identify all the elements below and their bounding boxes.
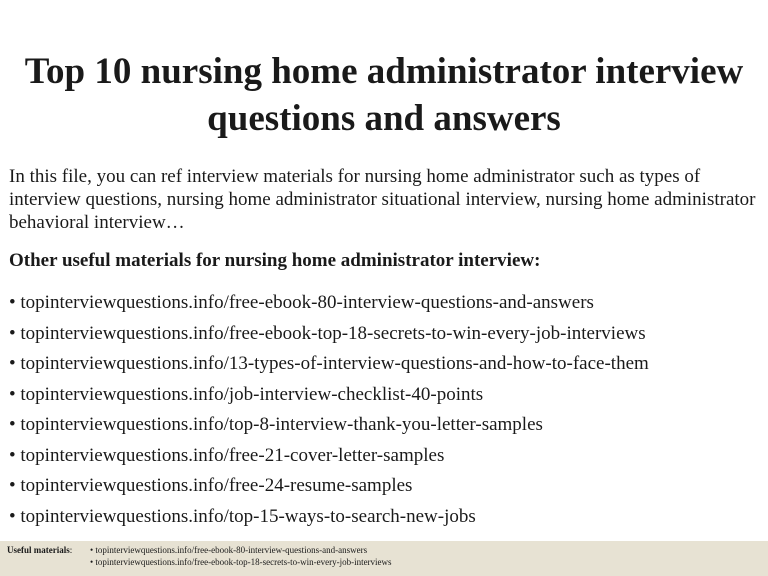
footer-label-text: Useful materials	[7, 545, 70, 555]
footer-label	[7, 545, 72, 556]
footer-link[interactable]: • topinterviewquestions.info/free-ebook-top-18-secrets-to-win-every-job-interviews	[90, 556, 392, 567]
materials-link[interactable]: • topinterviewquestions.info/free-ebook-80-interview-questions-and-answers	[9, 292, 594, 313]
materials-link[interactable]: • topinterviewquestions.info/top-8-interview-thank-you-letter-samples	[9, 414, 543, 435]
footer-link[interactable]: • topinterviewquestions.info/free-ebook-80-interview-questions-and-answers	[90, 545, 368, 555]
materials-link[interactable]: • topinterviewquestions.info/13-types-of-interview-questions-and-how-to-face-them	[9, 353, 649, 374]
materials-link[interactable]: • topinterviewquestions.info/free-24-resume-samples	[9, 475, 413, 496]
materials-link[interactable]: • topinterviewquestions.info/free-21-cover-letter-samples	[9, 444, 445, 466]
intro-paragraph: In this file, you can ref interview materials for nursing home administrator such as types of interview questions, nursing home administrator situational interview, nursing home administrator behavioral interview…	[9, 166, 756, 233]
footer-bar	[0, 541, 768, 576]
page-title-line-2: questions and answers	[207, 98, 561, 139]
footer-link-list	[90, 545, 392, 568]
materials-link[interactable]: • topinterviewquestions.info/top-15-ways-to-search-new-jobs	[9, 505, 476, 527]
materials-heading: Other useful materials for nursing home administrator interview:	[9, 250, 541, 271]
materials-link[interactable]: • topinterviewquestions.info/job-interview-checklist-40-points	[9, 383, 484, 405]
materials-link-list	[9, 288, 761, 532]
page-title-line-1: Top 10 nursing home administrator interview	[24, 51, 744, 92]
footer-label-separator: :	[69, 545, 73, 555]
materials-link[interactable]: • topinterviewquestions.info/free-ebook-top-18-secrets-to-win-every-job-interviews	[9, 322, 646, 344]
page-title	[0, 48, 768, 142]
